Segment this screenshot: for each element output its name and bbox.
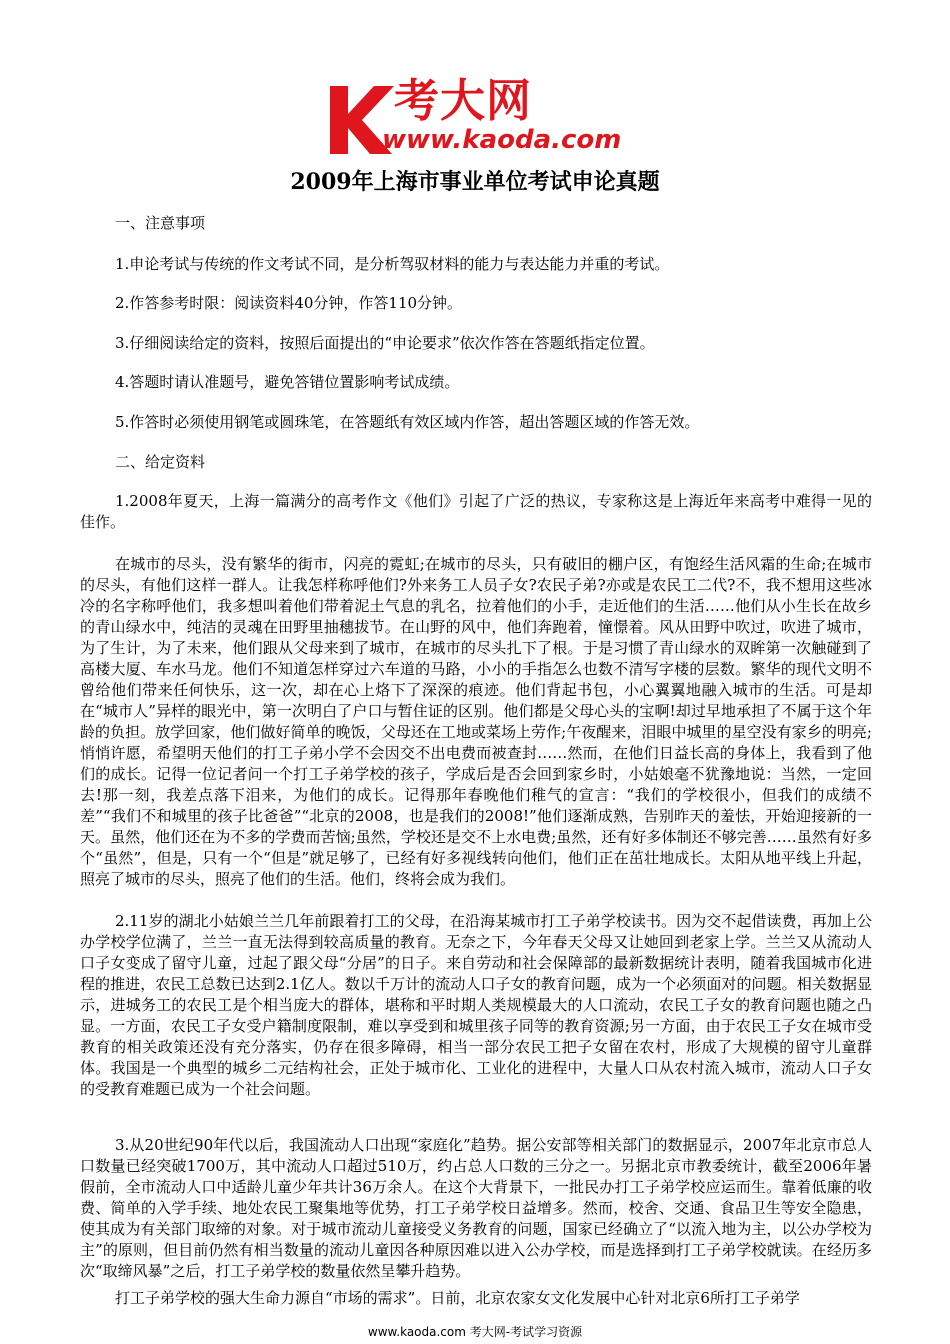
material-paragraph-4: 打工子弟学校的强大生命力源自“市场的需求”。日前，北京农家女文化发展中心针对北京6所打工子弟学 [115, 1289, 800, 1307]
notes-item-1: 1.申论考试与传统的作文考试不同，是分析驾驭材料的能力与表达能力并重的考试。 [115, 255, 670, 273]
logo-url: www.kaoda.com [382, 125, 622, 155]
notes-item-2: 2.作答参考时限：阅读资料40分钟，作答110分钟。 [115, 294, 463, 312]
notes-item-3: 3.仔细阅读给定的资料，按照后面提出的“申论要求”依次作答在答题纸指定位置。 [115, 334, 655, 352]
material-paragraph-1: 1.2008年夏天，上海一篇满分的高考作文《他们》引起了广泛的热议，专家称这是上海近年来高考中难得一见的佳作。 [80, 492, 872, 531]
kaoda-logo [326, 74, 646, 158]
page-footer: www.kaoda.com 考大网-考试学习资源 [367, 1325, 583, 1339]
section-heading-notes: 一、注意事项 [115, 214, 206, 232]
notes-item-4: 4.答题时请认准题号，避免答错位置影响考试成绩。 [115, 373, 460, 391]
material-paragraph-essay: 在城市的尽头，没有繁华的街市，闪亮的霓虹;在城市的尽头，只有破旧的棚户区，有饱经生活风霜的生命;在城市的尽头，有他们这样一群人。让我怎样称呼他们?外来务工人员子女?农民子弟?亦或是农民工二代?不，我不想用这些冰冷的名字称呼他们，我多想叫着他们带着泥土气息的乳名，拉着他们的小手，走近他们的生活……他们从小生长在故乡的青山绿水中，纯洁的灵魂在田野里抽穗拔节。在山野的风中，他们奔跑着，憧憬着。风从田野中吹过，吹进了城市，为了生计，为了未来，他们跟从父母来到了城市，在城市的尽头扎下了根。于是习惯了青山绿水的双眸第一次触碰到了高楼大厦、车水马龙。他们不知道怎样穿过六车道的马路，小小的手指怎么也数不清写字楼的层数。繁华的现代文明不曾给他们带来任何快乐，这一次，却在心上烙下了深深的痕迹。他们背起书包，小心翼翼地融入城市的生活。可是却在“城市人”异样的眼光中，第一次明白了户口与暂住证的区别。他们都是父母心头的宝啊!却过早地承担了不属于这个年龄的负担。放学回家，他们做好简单的晚饭，父母还在工地或菜场上劳作;午夜醒来，泪眼中城里的星空没有家乡的明亮;悄悄许愿，希望明天他们的打工子弟小学不会因交不出电费而被查封……然而，在他们日益长高的身体上，我看到了他们的成长。记得一位记者问一个打工子弟学校的孩子，学成后是否会回到家乡时，小姑娘毫不犹豫地说：当然，一定回去!那一刻，我差点落下泪来，为他们的成长。记得那年春晚他们稚气的宣言：“我们的学校很小，但我们的成绩不差”“我们不和城里的孩子比爸爸”“北京的2008，也是我们的2008!”他们逐渐成熟，告别昨天的羞怯，开始迎接新的一天。虽然，他们还在为不多的学费而苦恼;虽然，学校还是交不上水电费;虽然，还有好多体制还不够完善……虽然有好多个“虽然”，但是，只有一个“但是”就足够了，已经有好多视线转向他们，他们正在茁壮地成长。太阳从地平线上升起，照亮了城市的尽头，照亮了他们的生活。他们，终将会成为我们。 [80, 555, 872, 888]
notes-item-5: 5.作答时必须使用钢笔或圆珠笔，在答题纸有效区域内作答，超出答题区域的作答无效。 [115, 413, 700, 431]
page-title: 2009年上海市事业单位考试申论真题 [290, 169, 660, 195]
material-paragraph-3: 3.从20世纪90年代以后，我国流动人口出现“家庭化”趋势。据公安部等相关部门的数据显示，2007年北京市总人口数量已经突破1700万，其中流动人口超过510万，约占总人口数的三分之一。另据北京市教委统计，截至2006年暑假前，全市流动人口中适龄儿童少年共计36万余人。在这个大背景下，一批民办打工子弟学校应运而生。靠着低廉的收费、简单的入学手续、地处农民工聚集地等优势，打工子弟学校日益增多。然而，校舍、交通、食品卫生等安全隐患，使其成为有关部门取缔的对象。对于城市流动儿童接受义务教育的问题，国家已经确立了“以流入地为主，以公办学校为主”的原则，但目前仍然有相当数量的流动儿童因各种原因难以进入公办学校，而是选择到打工子弟学校就读。在经历多次“取缔风暴”之后，打工子弟学校的数量依然呈攀升趋势。 [80, 1136, 872, 1280]
logo-brand-cn: 考大网 [394, 74, 533, 127]
material-paragraph-2: 2.11岁的湖北小姑娘兰兰几年前跟着打工的父母，在沿海某城市打工子弟学校读书。因为交不起借读费，再加上公办学校学位满了，兰兰一直无法得到较高质量的教育。无奈之下，今年春天父母又让她回到老家上学。兰兰又从流动人口子女变成了留守儿童，过起了跟父母“分居”的日子。来自劳动和社会保障部的最新数据统计表明，随着我国城市化进程的推进，农民工总数已达到2.1亿人。数以千万计的流动人口子女的教育问题，成为一个必须面对的问题。相关数据显示，进城务工的农民工是个相当庞大的群体，堪称和平时期人类规模最大的人口流动，农民工子女的教育问题也随之凸显。一方面，农民工子女受户籍制度限制，难以享受到和城里孩子同等的教育资源;另一方面，由于农民工子女在城市受教育的相关政策还没有充分落实，仍存在很多障碍，相当一部分农民工把子女留在农村，形成了大规模的留守儿童群体。我国是一个典型的城乡二元结构社会，正处于城市化、工业化的进程中，大量人口从农村流入城市，流动人口子女的受教育难题已成为一个社会问题。 [80, 912, 872, 1098]
section-heading-materials: 二、给定资料 [115, 453, 206, 471]
